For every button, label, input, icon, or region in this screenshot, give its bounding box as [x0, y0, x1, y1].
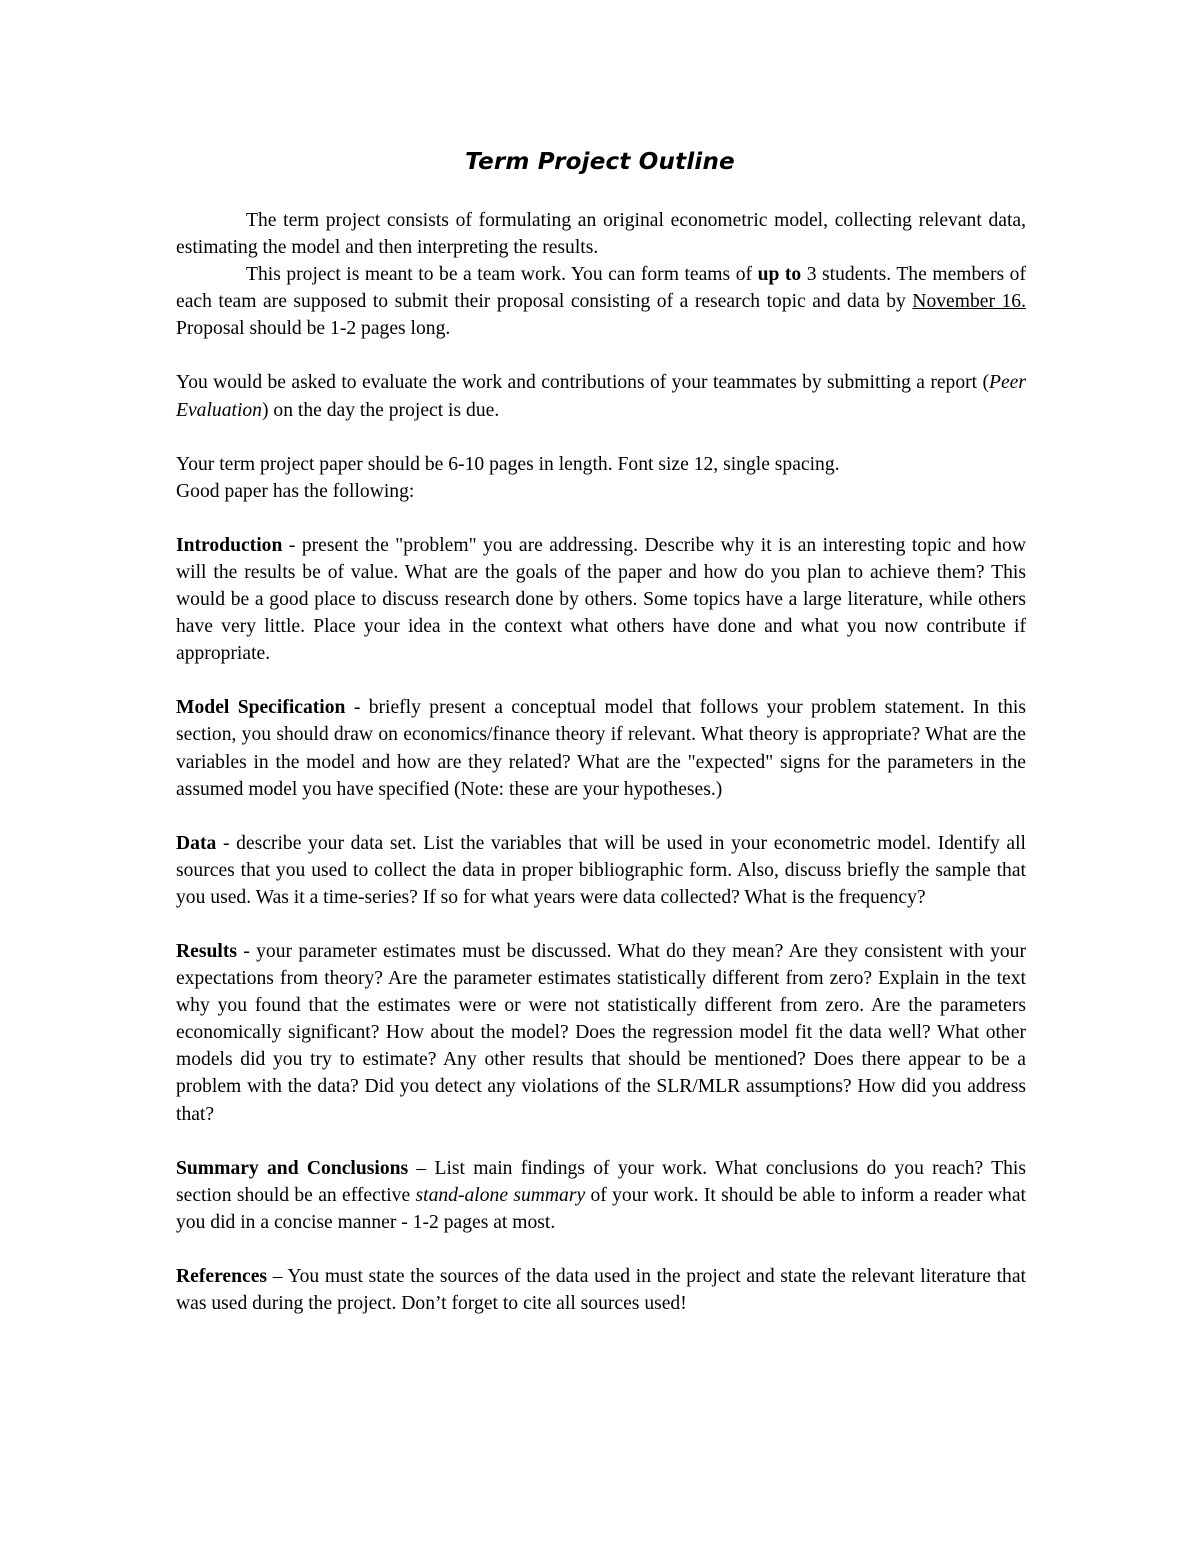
section-introduction — [176, 532, 1026, 667]
proposal-due-date: November 16. — [912, 291, 1026, 313]
peer-evaluation-paragraph — [176, 369, 1026, 423]
section-results — [176, 938, 1026, 1128]
length-line-2: Good paper has the following: — [176, 480, 415, 502]
document-body — [176, 207, 1026, 1317]
section-data — [176, 830, 1026, 911]
length-line-1: Your term project paper should be 6-10 pages in length. Font size 12, single spacing. — [176, 453, 840, 475]
intro-text-2c: Proposal should be 1-2 pages long. — [176, 318, 451, 340]
section-text-model: - briefly present a conceptual model that follows your problem statement. In this section, you should draw on economics/finance theory if relevant. What theory is appropriate? What are the variables in the model and how are they related? What are the "expected" signs for the parameters in the assumed model you have specified (Note: these are your hypotheses.) — [176, 697, 1026, 800]
section-text-introduction: - present the "problem" you are addressing. Describe why it is an interesting topic and how will the results be of value. What are the goals of the paper and how do you plan to achieve them? This would be a good place to discuss research done by others. Some topics have a large literature, while others have very little. Place your idea in the context what others have done and what you now contribute if appropriate. — [176, 534, 1026, 665]
length-paragraph — [176, 451, 1026, 505]
peer-evaluation-term: Peer Evaluation — [176, 372, 1026, 421]
section-text-references: – You must state the sources of the data used in the project and state the relevant literature that was used during the project. Don’t forget to cite all sources used! — [176, 1265, 1026, 1314]
section-heading-summary: Summary and Conclusions — [176, 1157, 409, 1179]
stand-alone-summary-term: stand-alone summary — [415, 1184, 586, 1206]
intro-text-2a: This project is meant to be a team work. You can form teams of — [246, 264, 758, 286]
section-heading-references: References — [176, 1265, 268, 1287]
section-summary — [176, 1155, 1026, 1236]
section-heading-results: Results — [176, 940, 237, 962]
section-text-summary-a: – List main findings of your work. What conclusions do you reach? This section should be an effective — [176, 1157, 1027, 1206]
team-size-emphasis: up to — [757, 264, 802, 286]
section-heading-data: Data — [176, 832, 217, 854]
section-text-data: - describe your data set. List the variables that will be used in your econometric model. Identify all sources that you used to collect the data in proper bibliographic form. Also, discuss briefly the sample that you used. Was it a time-series? If so for what years were data collected? What is the frequency? — [176, 832, 1026, 908]
section-model-specification — [176, 694, 1026, 802]
section-text-results: - your parameter estimates must be discussed. What do they mean? Are they consistent with your expectations from theory? Are the parameter estimates statistically different from zero? Explain in the text why you found that the estimates were or were not statistically different from zero. Are the parameters economically significant? How about the model? Does the regression model fit the data well? What other models did you try to estimate? Any other results that should be mentioned? Does there appear to be a problem with the data? Did you detect any violations of the SLR/MLR assumptions? How did you address that? — [176, 940, 1026, 1125]
section-references — [176, 1263, 1026, 1317]
intro-paragraph-2 — [176, 261, 1026, 342]
intro-text-1: The term project consists of formulating an original econometric model, collecting relevant data, estimating the model and then interpreting the results. — [176, 210, 1026, 259]
peer-text-b: ) on the day the project is due. — [261, 399, 500, 421]
section-heading-model: Model Specification — [176, 697, 346, 719]
intro-paragraph-1 — [176, 207, 1026, 261]
document-title: Term Project Outline — [465, 149, 735, 175]
peer-text-a: You would be asked to evaluate the work and contributions of your teammates by submitting a report ( — [176, 372, 989, 394]
section-text-summary-b: of your work. It should be able to inform a reader what you did in a concise manner - 1-2 pages at most. — [176, 1184, 1026, 1233]
intro-text-2b: 3 students. The members of each team are supposed to submit their proposal consisting of a research topic and data by — [176, 264, 1026, 313]
section-heading-introduction: Introduction — [176, 534, 283, 556]
